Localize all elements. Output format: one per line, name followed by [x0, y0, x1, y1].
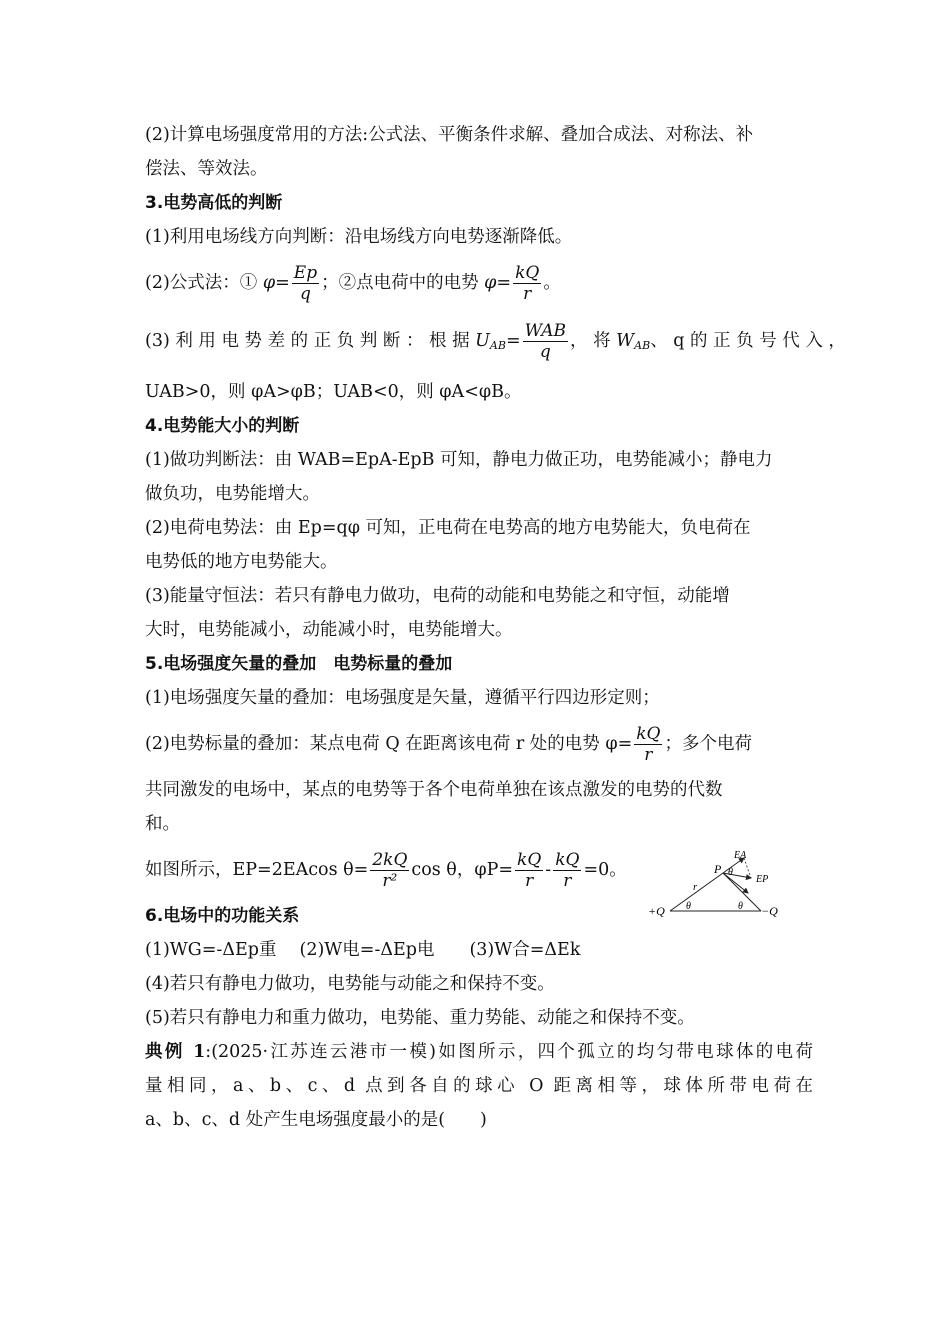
formula-line-potential: (2)公式法：① φ= $\frac{Ep}{q}$ ；②点电荷中的电势 φ= $\frac{kQ}{r}$ 。	[145, 263, 561, 304]
label-theta-left: θ	[686, 901, 691, 912]
label-p: P	[714, 862, 722, 876]
example-line: a、b、c、d 处产生电场强度最小的是( )	[145, 1110, 487, 1130]
fraction-2kq-r2: $\frac{2kQ}{\text{r²}}$	[372, 850, 408, 891]
document-body	[145, 118, 846, 1137]
text-line: 和。	[145, 814, 180, 834]
section-heading-4: 4.电势能大小的判断	[145, 416, 300, 436]
text-line: (5)若只有静电力和重力做功，电势能、重力势能、动能之和保持不变。	[145, 1008, 695, 1028]
formula-line-voltage: (3) 利 用 电 势 差 的 正 负 判 断 ： 根 据 $U_{AB}=$ $\frac{\text{WAB}}{q}$ ， 将 $W_{AB}$、 q 的 正 负 号 代 入 ，	[145, 321, 846, 362]
label-theta-top: θ	[728, 867, 733, 878]
section-heading-5: 5.电场强度矢量的叠加 电势标量的叠加	[145, 654, 453, 674]
text-line: (2)计算电场强度常用的方法:公式法、平衡条件求解、叠加合成法、对称法、补	[145, 125, 754, 145]
text-line: (2)电荷电势法：由 Ep=qφ 可知，正电荷在电势高的地方电势能大，负电荷在	[145, 518, 751, 538]
fraction-kq-r: $\frac{kQ}{r}$	[555, 850, 580, 891]
text-line: (3)能量守恒法：若只有静电力做功，电荷的动能和电势能之和守恒，动能增	[145, 586, 730, 606]
section-heading-6: 6.电场中的功能关系	[145, 906, 300, 926]
text-line: 电势低的地方电势能大。	[145, 552, 338, 572]
text-line: 大时，电势能减小，动能减小时，电势能增大。	[145, 620, 513, 640]
text-line: (4)若只有静电力做功，电势能与动能之和保持不变。	[145, 974, 555, 994]
fraction-kq-r: $\frac{kQ}{r}$	[515, 263, 540, 304]
text-line: (1)做功判断法：由 WAB=EpA-EpB 可知，静电力做正功，电势能减小；静电力	[145, 450, 773, 470]
dipole-figure	[648, 848, 783, 923]
example-line: 典例 1:(2025·江苏连云港市一模)如图所示，四个孤立的均匀带电球体的电荷	[145, 1042, 813, 1062]
text-line: 偿法、等效法。	[145, 159, 268, 179]
text-line: (1)WG=-ΔEp重 (2)W电=-ΔEp电 (3)W合=ΔEk	[145, 940, 581, 960]
text-line: (1)利用电场线方向判断：沿电场线方向电势逐渐降低。	[145, 227, 573, 247]
fraction-kq-r: $\frac{kQ}{r}$	[636, 724, 661, 765]
text-line: 做负功，电势能增大。	[145, 484, 320, 504]
fraction-wab-q: $\frac{\text{WAB}}{q}$	[524, 321, 567, 362]
label-r: r	[693, 881, 698, 893]
example-label: 典例 1	[145, 1042, 206, 1062]
text-line: 共同激发的电场中，某点的电势等于各个电荷单独在该点激发的电势的代数	[145, 780, 723, 800]
vector-eb	[723, 873, 748, 893]
text-line: (1)电场强度矢量的叠加：电场强度是矢量，遵循平行四边形定则；	[145, 688, 660, 708]
label-plus-q: +Q	[648, 904, 665, 918]
label-minus-q: −Q	[761, 904, 778, 918]
formula-line-superposition: (2)电势标量的叠加：某点电荷 Q 在距离该电荷 r 处的电势 φ= $\frac{kQ}{r}$ ；多个电荷	[145, 724, 752, 765]
fraction-kq-r: $\frac{kQ}{r}$	[517, 850, 542, 891]
label-theta-right: θ	[738, 901, 743, 912]
section-heading-3: 3.电势高低的判断	[145, 193, 283, 213]
label-ea: EA	[734, 850, 747, 861]
label-ep: EP	[756, 874, 769, 885]
text-line: UAB>0，则 φA>φB；UAB<0，则 φA<φB。	[145, 382, 522, 402]
example-line: 量相同，a、b、c、d 点到各自的球心 O 距离相等，球体所带电荷在	[145, 1076, 813, 1096]
formula-line-example: 如图所示，EP=2EAcos θ= $\frac{2kQ}{\text{r²}}$ cos θ，φP= $\frac{kQ}{r}$ - $\frac{kQ}{r}$ =0。	[145, 850, 627, 891]
parallelogram-dash	[744, 858, 751, 878]
fraction-ep-q: $\frac{Ep}{q}$	[293, 263, 318, 304]
